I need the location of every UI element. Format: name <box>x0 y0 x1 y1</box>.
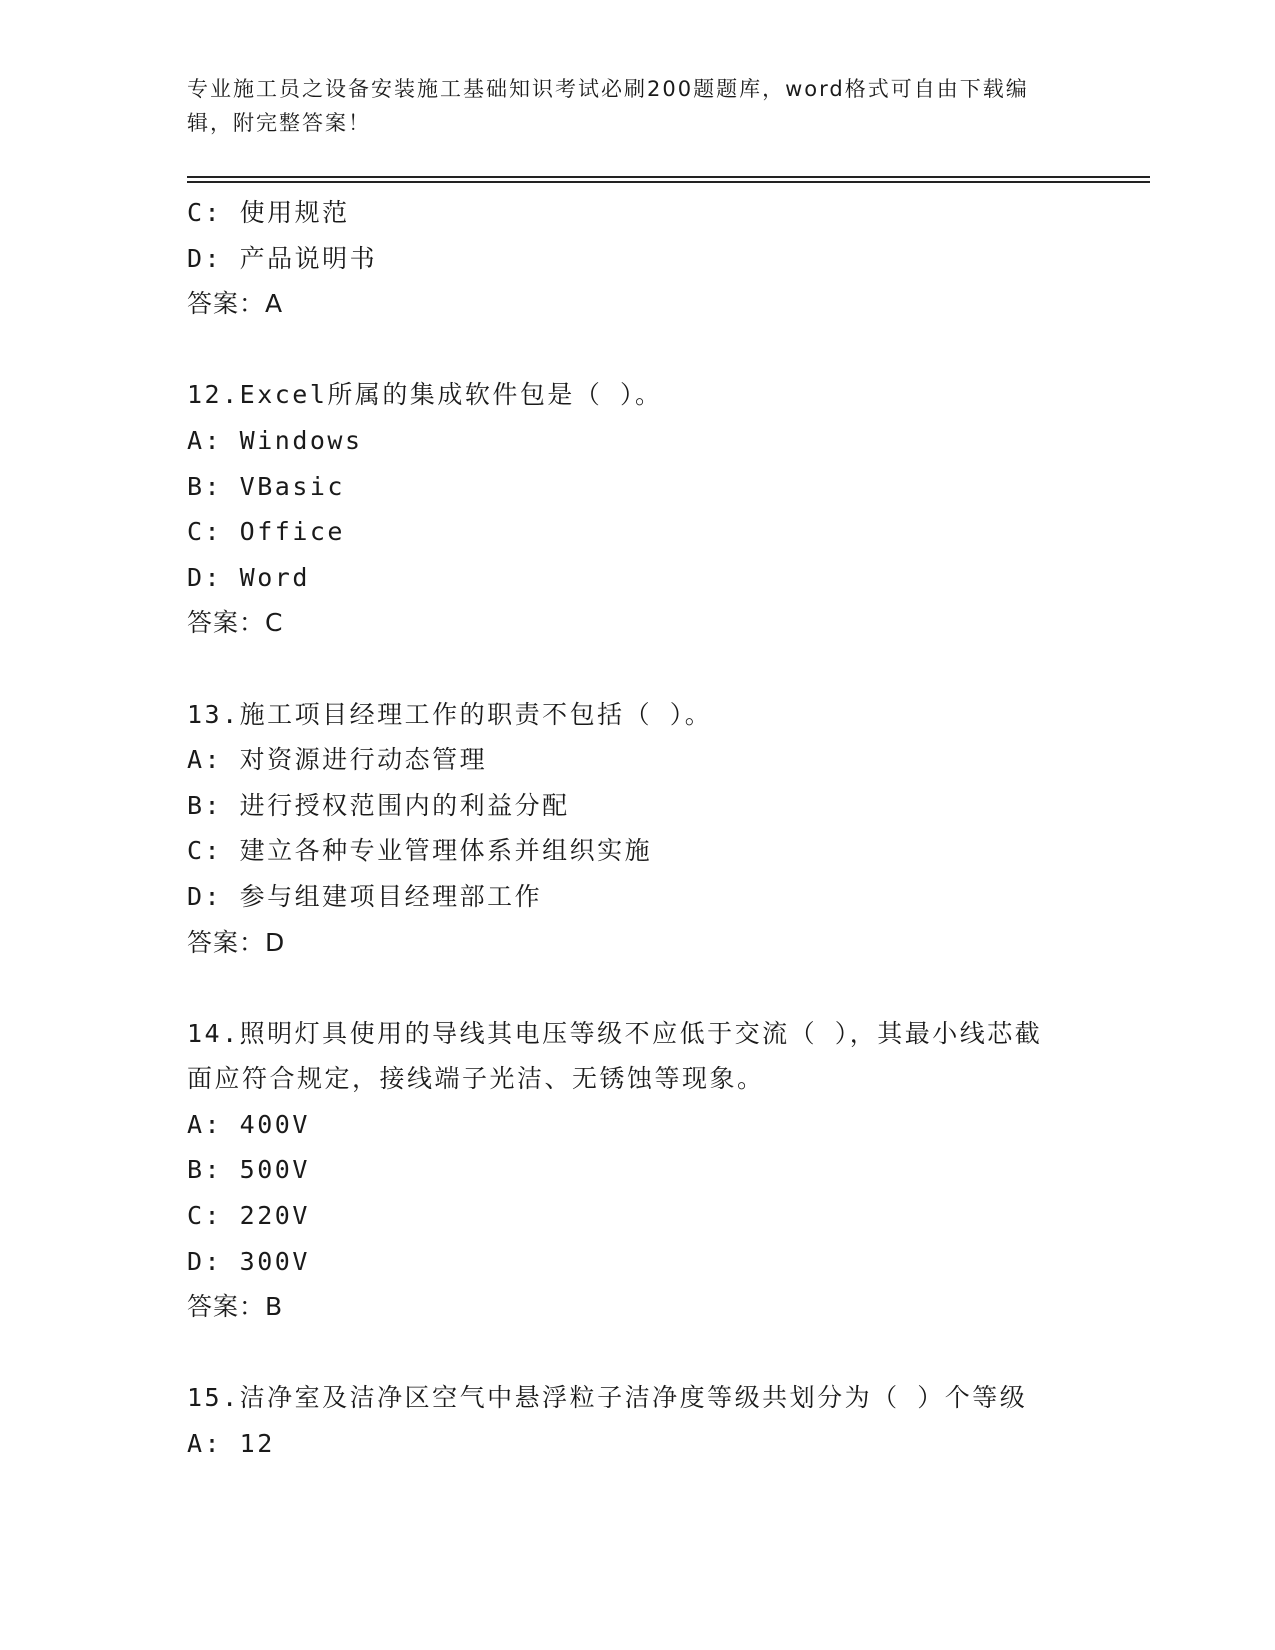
option-label: C: <box>187 198 223 227</box>
spacer <box>187 965 1087 1011</box>
option-text: 建立各种专业管理体系并组织实施 <box>239 836 653 866</box>
option-label: A: <box>187 1109 223 1139</box>
option-label: C: <box>187 517 223 547</box>
question-stem: 12.Excel所属的集成软件包是（ ）。 <box>187 380 663 410</box>
document-header <box>187 72 1067 140</box>
question-stem: 14.照明灯具使用的导线其电压等级不应低于交流（ ），其最小线芯截面应符合规定，接线端子光洁、无锈蚀等现象。 <box>187 1018 1043 1094</box>
answer-line: 答案：D <box>187 927 286 957</box>
option-label: C: <box>187 836 223 866</box>
partial-question <box>187 190 1087 327</box>
question-stem: 13.施工项目经理工作的职责不包括（ ）。 <box>187 699 713 729</box>
header-rule-bottom <box>187 181 1150 183</box>
option-b <box>187 1147 1087 1193</box>
question-13 <box>187 692 1087 966</box>
option-label: A: <box>187 745 223 775</box>
option-text: 进行授权范围内的利益分配 <box>239 790 570 820</box>
option-text: Word <box>239 562 310 592</box>
option-text: 12 <box>239 1429 275 1459</box>
option-a <box>187 737 1087 783</box>
option-text: 参与组建项目经理部工作 <box>239 881 543 911</box>
option-a <box>187 1421 1087 1467</box>
option-a <box>187 1102 1087 1148</box>
option-d <box>187 555 1087 601</box>
question-stem: 15.洁净室及洁净区空气中悬浮粒子洁净度等级共划分为（ ）个等级 <box>187 1383 1028 1413</box>
option-text: 300V <box>239 1246 310 1276</box>
answer-line: 答案：A <box>187 289 284 319</box>
question-content <box>187 190 1087 1467</box>
option-d <box>187 236 1087 282</box>
spacer <box>187 327 1087 373</box>
question-12 <box>187 372 1087 646</box>
option-label: D: <box>187 881 223 911</box>
option-label: C: <box>187 1201 223 1231</box>
answer-line: 答案：B <box>187 1292 284 1322</box>
option-label: D: <box>187 243 223 273</box>
option-text: 400V <box>239 1109 310 1139</box>
option-a <box>187 418 1087 464</box>
question-14 <box>187 1011 1087 1330</box>
option-label: A: <box>187 425 223 455</box>
option-text: VBasic <box>239 471 345 501</box>
option-c <box>187 1193 1087 1239</box>
spacer <box>187 646 1087 692</box>
option-b <box>187 464 1087 510</box>
option-text: 220V <box>239 1201 310 1231</box>
option-text: Windows <box>239 425 363 455</box>
answer-line: 答案：C <box>187 608 284 638</box>
option-text: 产品说明书 <box>239 243 378 273</box>
option-label: B: <box>187 471 223 501</box>
option-label: A: <box>187 1429 223 1459</box>
option-c <box>187 509 1087 555</box>
option-label: B: <box>187 790 223 820</box>
option-d <box>187 1239 1087 1285</box>
option-label: B: <box>187 1155 223 1185</box>
option-text: Office <box>239 517 345 547</box>
option-b <box>187 783 1087 829</box>
option-label: D: <box>187 1246 223 1276</box>
option-text: 使用规范 <box>239 198 350 227</box>
option-c <box>187 828 1087 874</box>
option-label: D: <box>187 562 223 592</box>
header-text: 专业施工员之设备安装施工基础知识考试必刷200题题库，word格式可自由下载编辑，附完整答案！ <box>187 77 1029 135</box>
option-text: 500V <box>239 1155 310 1185</box>
header-rule-top <box>187 176 1150 178</box>
option-text: 对资源进行动态管理 <box>239 745 488 775</box>
option-c <box>187 190 1087 236</box>
spacer <box>187 1330 1087 1376</box>
question-15 <box>187 1375 1087 1466</box>
option-d <box>187 874 1087 920</box>
